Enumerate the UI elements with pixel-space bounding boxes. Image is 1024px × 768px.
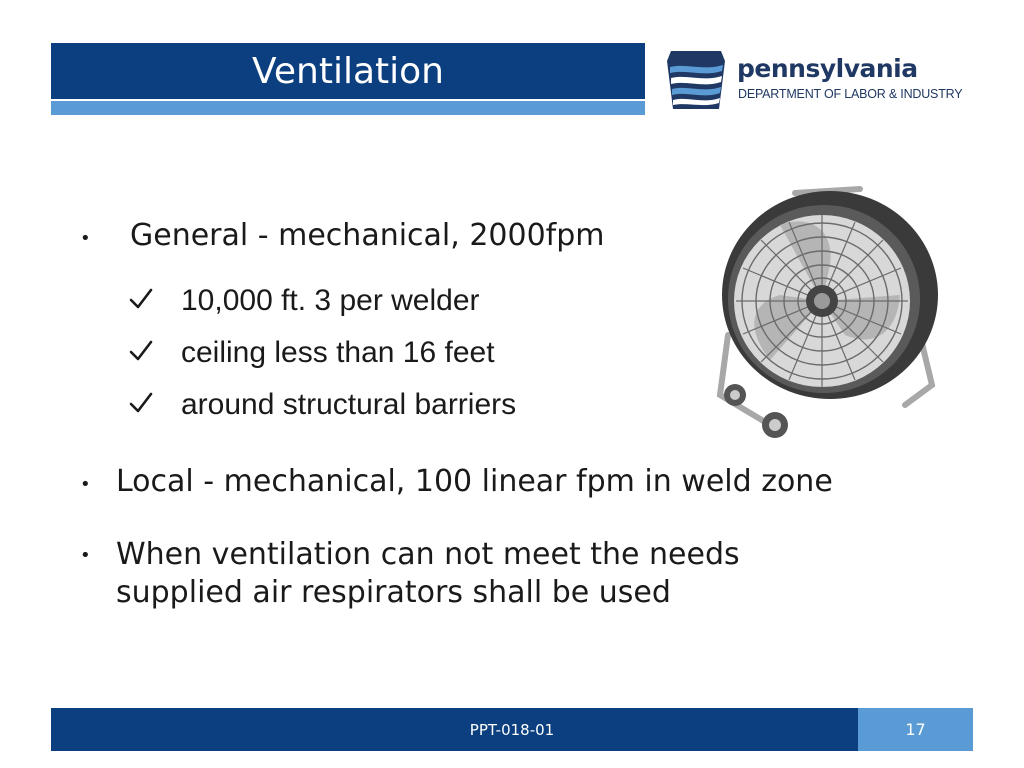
slide-title: Ventilation <box>252 50 444 92</box>
page-number: 17 <box>858 708 973 751</box>
checkmark-icon <box>128 338 154 364</box>
bullet-marker: • <box>80 228 91 249</box>
bullet-marker: • <box>80 545 91 566</box>
title-accent-stripe <box>51 101 645 115</box>
bullet-marker: • <box>80 474 91 495</box>
slide-title-bar <box>51 43 645 99</box>
check-item-text: ceiling less than 16 feet <box>181 336 495 369</box>
logo-name: pennsylvania <box>737 54 918 83</box>
checkmark-icon <box>128 390 154 416</box>
checkmark-icon <box>128 286 154 312</box>
bullet-general: General - mechanical, 2000fpm <box>130 218 605 253</box>
check-item-text: 10,000 ft. 3 per welder <box>181 284 480 317</box>
logo-department: DEPARTMENT OF LABOR & INDUSTRY <box>738 87 963 101</box>
bullet-local: Local - mechanical, 100 linear fpm in weld zone <box>116 464 833 499</box>
pennsylvania-logo <box>663 45 993 113</box>
bullet-respirators-line1: When ventilation can not meet the needs <box>116 537 740 572</box>
bullet-respirators-line2: supplied air respirators shall be used <box>116 575 671 610</box>
drum-fan-image <box>710 185 945 445</box>
keystone-logo-icon <box>663 47 729 113</box>
check-item-text: around structural barriers <box>181 388 517 421</box>
footer-code: PPT-018-01 <box>469 720 555 739</box>
